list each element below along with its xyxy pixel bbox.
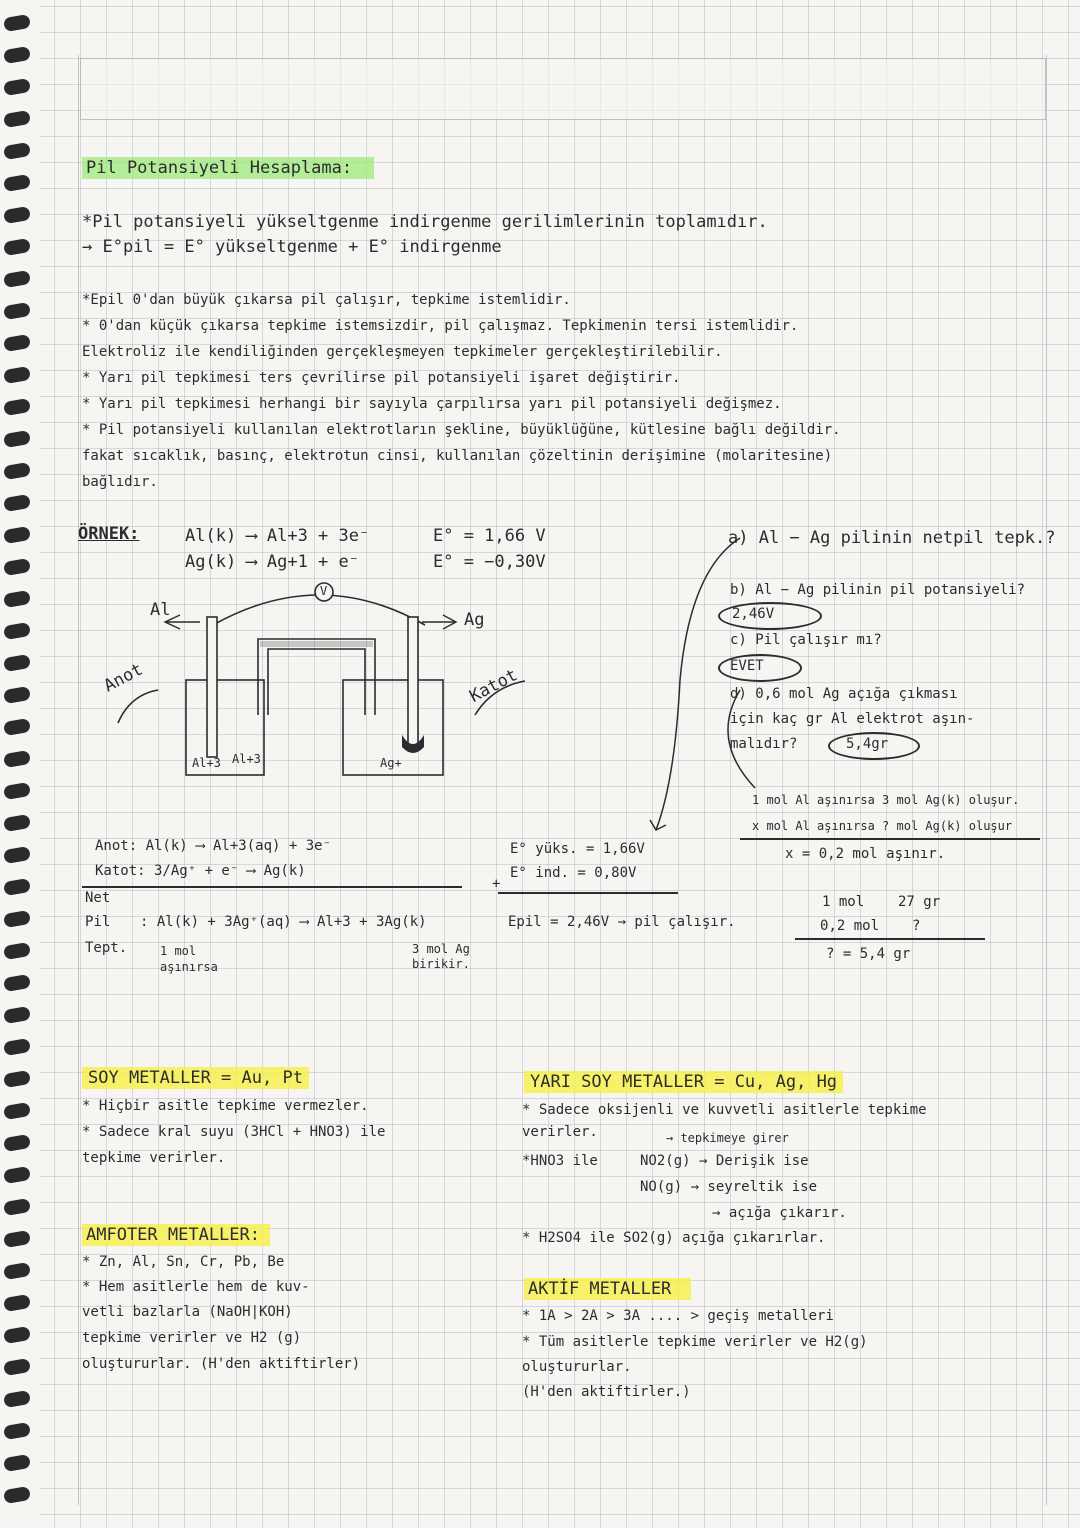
- half-reaction-sum-line: [82, 886, 462, 888]
- calc-line-1: 1 mol Al aşınırsa 3 mol Ag(k) oluşur.: [752, 793, 1020, 807]
- ratio-1b: 27 gr: [898, 894, 941, 910]
- ion-ag: Ag+: [380, 756, 402, 770]
- anode-curve: [118, 690, 158, 723]
- yari-soy-line-2: verirler.: [522, 1124, 598, 1140]
- rule-8: bağlıdır.: [82, 474, 158, 490]
- al-electrode: [207, 617, 217, 757]
- soy-line-1: * Hiçbir asitle tepkime vermezler.: [82, 1098, 369, 1114]
- amfoter-line-2: * Hem asitlerle hem de kuv-: [82, 1279, 310, 1295]
- example-label: ÖRNEK:: [78, 524, 140, 544]
- definition-line: *Pil potansiyeli yükseltgenme indirgenme gerilimlerinin toplamıdır.: [82, 212, 768, 232]
- ag-note-1: 3 mol Ag: [412, 942, 470, 956]
- red-potential: E° ind. = 0,80V: [510, 865, 637, 881]
- ag-arrow-icon: [422, 615, 456, 629]
- header-box: [80, 58, 1046, 120]
- rule-6: * Pil potansiyeli kullanılan elektrotların şekline, büyüklüğüne, kütlesine bağlı değildir.: [82, 422, 841, 438]
- rule-7: fakat sıcaklık, basınç, elektrotun cinsi, kullanılan çözeltinin derişimine (molaritesine): [82, 448, 833, 464]
- aktif-line-4: (H'den aktiftirler.): [522, 1384, 691, 1400]
- yari-soy-note: → tepkimeye girer: [666, 1131, 789, 1145]
- page-title: Pil Potansiyeli Hesaplama:: [82, 157, 374, 179]
- soy-title: SOY METALLER = Au, Pt: [82, 1067, 309, 1089]
- total-potential: Epil = 2,46V → pil çalışır.: [508, 914, 736, 930]
- formula-line: → E°pil = E° yükseltgenme + E° indirgenme: [82, 237, 502, 257]
- arrow-to-equation-icon: [656, 538, 740, 830]
- amfoter-line-4: tepkime verirler ve H2 (g): [82, 1330, 302, 1346]
- al-label: Al: [150, 600, 171, 620]
- voltmeter-label: V: [320, 584, 328, 598]
- anode-reaction: Anot: Al(k) ⟶ Al+3(aq) + 3e⁻: [95, 838, 332, 854]
- yari-soy-line-3a: *HNO3 ile: [522, 1153, 598, 1169]
- galvanic-cell-diagram: [100, 575, 580, 805]
- ion-al-2: Al+3: [232, 752, 261, 766]
- ion-al-1: Al+3: [192, 756, 221, 770]
- margin-line: [78, 55, 79, 1505]
- spiral-binding: [0, 0, 40, 1528]
- yari-soy-line-6: * H2SO4 ile SO2(g) açığa çıkarırlar.: [522, 1230, 826, 1246]
- question-d-1: d) 0,6 mol Ag açığa çıkması: [730, 686, 958, 702]
- cathode-reaction: Katot: 3/Ag⁺ + e⁻ ⟶ Ag(k): [95, 863, 306, 879]
- question-d-2: için kaç gr Al elektrot aşın-: [730, 711, 975, 727]
- rule-3: Elektroliz ile kendiliğinden gerçekleşmeyen tepkimeler gerçekleştirilebilir.: [82, 344, 723, 360]
- amfoter-line-1: * Zn, Al, Sn, Cr, Pb, Be: [82, 1254, 285, 1270]
- amfoter-title: AMFOTER METALLER:: [82, 1224, 270, 1246]
- right-margin-line: [1046, 55, 1047, 1505]
- potential-ag: E° = −0,30V: [433, 552, 546, 572]
- salt-bridge: [258, 639, 375, 715]
- ag-electrode: [408, 617, 418, 747]
- potential-al: E° = 1,66 V: [433, 526, 546, 546]
- yari-soy-line-4: NO(g) → seyreltik ise: [640, 1179, 818, 1195]
- rule-5: * Yarı pil tepkimesi herhangi bir sayıyla çarpılırsa yarı pil potansiyeli değişmez.: [82, 396, 782, 412]
- question-arrows: [640, 530, 760, 840]
- ag-note-2: birikir.: [412, 957, 470, 971]
- ag-label: Ag: [464, 610, 485, 630]
- ratio-1a: 1 mol: [822, 894, 865, 910]
- net-reaction: : Al(k) + 3Ag⁺(aq) ⟶ Al+3 + 3Ag(k): [140, 914, 427, 930]
- answer-c: EVET: [730, 658, 764, 674]
- rule-4: * Yarı pil tepkimesi ters çevrilirse pil potansiyeli işaret değiştirir.: [82, 370, 681, 386]
- calc-divider-2: [795, 938, 985, 940]
- yari-soy-line-5: → açığa çıkarır.: [712, 1205, 847, 1221]
- rule-1: *Epil 0'dan büyük çıkarsa pil çalışır, tepkime istemlidir.: [82, 292, 571, 308]
- ratio-2b: ?: [912, 918, 921, 934]
- calc-result: ? = 5,4 gr: [826, 946, 911, 962]
- ox-potential: E° yüks. = 1,66V: [510, 841, 645, 857]
- aktif-line-1: * 1A > 2A > 3A .... > geçiş metalleri: [522, 1308, 834, 1324]
- aktif-line-2: * Tüm asitlerle tepkime verirler ve H2(g): [522, 1334, 868, 1350]
- yari-soy-line-3b: NO2(g) → Derişik ise: [640, 1153, 809, 1169]
- cathode-label: Katot: [466, 665, 521, 707]
- anode-label: Anot: [100, 659, 147, 697]
- aktif-title: AKTİF METALLER: [524, 1278, 691, 1300]
- pil-label: Pil: [85, 914, 111, 930]
- yari-soy-line-1: * Sadece oksijenli ve kuvvetli asitlerle tepkime: [522, 1102, 927, 1118]
- ratio-2a: 0,2 mol: [820, 918, 880, 934]
- amfoter-line-3: vetli bazlarla (NaOH|KOH): [82, 1304, 293, 1320]
- aktif-line-3: oluştururlar.: [522, 1359, 632, 1375]
- reaction-ag: Ag(k) ⟶ Ag+1 + e⁻: [185, 552, 359, 572]
- al-note-2: aşınırsa: [160, 960, 218, 974]
- question-a: a) Al − Ag pilinin netpil tepk.?: [728, 528, 1056, 548]
- calc-divider-1: [740, 838, 1040, 840]
- tept-label: Tept.: [85, 940, 128, 956]
- al-note-1: 1 mol: [160, 944, 197, 958]
- yari-soy-title: YARI SOY METALLER = Cu, Ag, Hg: [524, 1071, 843, 1093]
- amfoter-line-5: oluştururlar. (H'den aktiftirler): [82, 1356, 361, 1372]
- answer-d: 5,4gr: [846, 736, 889, 752]
- answer-b: 2,46V: [732, 606, 775, 622]
- net-label: Net: [85, 890, 111, 906]
- soy-line-2: * Sadece kral suyu (3HCl + HNO3) ile: [82, 1124, 386, 1140]
- calc-line-3: x = 0,2 mol aşınır.: [785, 846, 946, 862]
- reaction-al: Al(k) ⟶ Al+3 + 3e⁻: [185, 526, 370, 546]
- question-d-3: malıdır?: [730, 736, 798, 752]
- question-c: c) Pil çalışır mı?: [730, 632, 882, 648]
- soy-line-3: tepkime verirler.: [82, 1150, 226, 1166]
- rule-2: * 0'dan küçük çıkarsa tepkime istemsizdir, pil çalışmaz. Tepkimenin tersi istemlidir.: [82, 318, 799, 334]
- question-b: b) Al − Ag pilinin pil potansiyeli?: [730, 582, 1026, 598]
- potential-sum-line: [498, 892, 678, 894]
- calc-line-2: x mol Al aşınırsa ? mol Ag(k) oluşur: [752, 819, 1013, 833]
- plus-sign: +: [492, 876, 501, 892]
